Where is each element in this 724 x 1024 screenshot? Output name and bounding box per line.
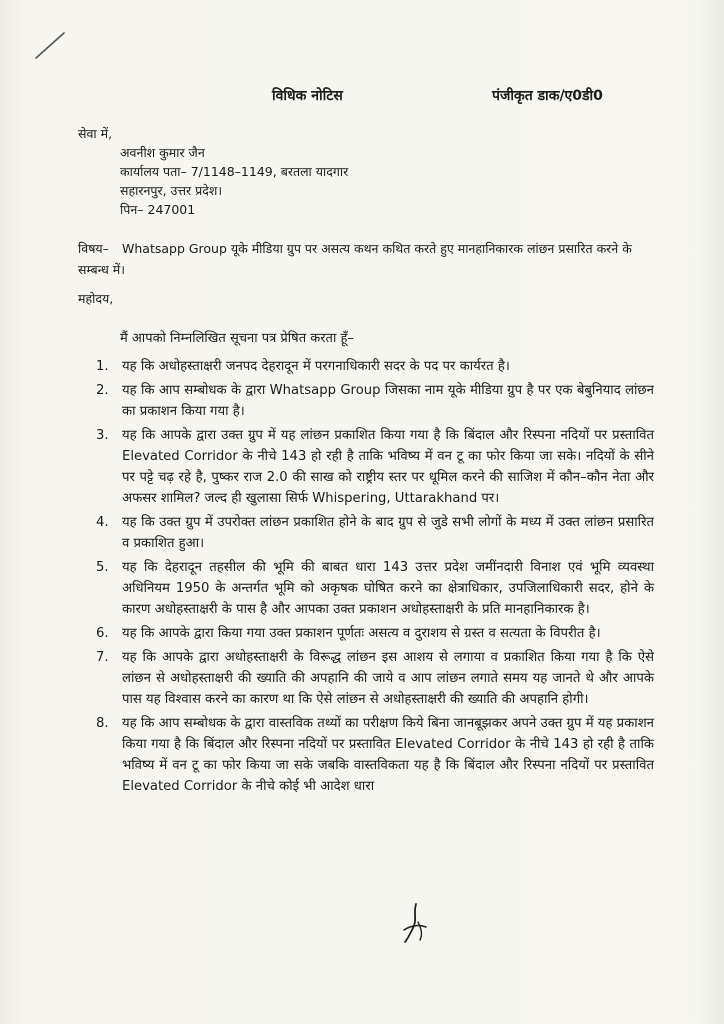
signature-mark: [396, 900, 436, 944]
point-number: 3.: [96, 428, 109, 443]
recipient-name: अवनीश कुमार जैन: [120, 145, 205, 160]
point-text: यह कि उक्त ग्रुप में उपरोक्त लांछन प्रकाशित होने के बाद ग्रुप से जुडे सभी लोगों के मध्य में उक्त लांछन प्रसारित व प्रकाशित हुआ।: [122, 515, 654, 551]
point-number: 6.: [96, 626, 109, 641]
point-number: 7.: [96, 650, 109, 665]
point-text: यह कि देहरादून तहसील की भूमि की बाबत धारा 143 उत्तर प्रदेश जमींनदारी विनाश एवं भूमि व्यवस्था अधिनियम 1950 के अन्तर्गत भूमि को अकृषक घोषित करने का क्षेत्राधिकार, उपजिलाधिकारी सदर, होने के कारण अधोहस्ताक्षरी के पास है और आपका उक्त प्रकाशन अधोहस्ताक्षरी के प्रति मानहानिकारक है।: [122, 560, 654, 617]
post-type-label: पंजीकृत डाक/ए0डी0: [492, 88, 603, 104]
list-item: [96, 356, 654, 377]
salutation-to: सेवा में,: [78, 126, 113, 141]
point-text: यह कि आप सम्बोधक के द्वारा Whatsapp Group जिसका नाम यूके मीडिया ग्रुप है पर एक बेबुनियाद लांछन का प्रकाशन किया गया है।: [122, 383, 654, 419]
list-item: [96, 713, 654, 797]
point-number: 5.: [96, 560, 109, 575]
greeting: महोदय,: [78, 291, 114, 306]
point-number: 2.: [96, 383, 109, 398]
subject-text: Whatsapp Group यूके मीडिया ग्रुप पर असत्य कथन कथित करते हुए मानहानिकारक लांछन प्रसारित करने के सम्बन्ध में।: [78, 241, 632, 277]
subject-line: [78, 238, 658, 280]
list-item: [96, 512, 654, 554]
point-text: यह कि आपके द्वारा उक्त ग्रुप में यह लांछन प्रकाशित किया गया है कि बिंदाल और रिस्पना नदियों पर प्रस्तावित Elevated Corridor के नीचे 143 हो रही है ताकि भविष्य में वन टू का फोर किया जा सके। नदियों के सीने पर पट्टे चढ़ रहे है, पुष्कर राज 2.0 की साख को राष्ट्रीय स्तर पर धूमिल करने की साजिश में कौन–कौन नेता और अफसर शामिल? जल्द ही खुलासा सिर्फ Whispering, Uttarakhand पर।: [122, 428, 654, 506]
recipient-city: सहारनपुर, उत्तर प्रदेश।: [120, 183, 223, 198]
recipient-pin: पिन– 247001: [120, 202, 196, 217]
point-number: 1.: [96, 359, 109, 374]
point-text: यह कि अधोहस्ताक्षरी जनपद देहरादून में परगनाधिकारी सदर के पद पर कार्यरत है।: [122, 359, 510, 374]
point-text: यह कि आपके द्वारा किया गया उक्त प्रकाशन पूर्णतः असत्य व दुराशय से ग्रस्त व सत्यता के विपरीत है।: [122, 626, 601, 641]
points-list: [96, 356, 654, 800]
list-item: [96, 380, 654, 422]
list-item: [96, 623, 654, 644]
list-item: [96, 647, 654, 710]
notice-title: विधिक नोटिस: [272, 88, 343, 104]
point-number: 8.: [96, 716, 109, 731]
subject-label: विषय–: [78, 241, 109, 256]
pen-stroke-mark: [34, 30, 68, 60]
point-text: यह कि आप सम्बोधक के द्वारा वास्तविक तथ्यों का परीक्षण किये बिना जानबूझकर अपने उक्त ग्रुप में यह प्रकाशन किया गया है कि बिंदाल और रिस्पना नदियों पर प्रस्तावित Elevated Corridor के नीचे 143 हो रही है ताकि भविष्य में वन टू का फोर किया जा सके जबकि वास्तविकता यह है कि बिंदाल और रिस्पना नदियों पर प्रस्तावित Elevated Corridor के नीचे कोई भी आदेश धारा: [122, 716, 654, 794]
list-item: [96, 557, 654, 620]
intro-text: मैं आपको निम्नलिखित सूचना पत्र प्रेषित करता हूँ–: [120, 331, 354, 346]
recipient-block: [78, 124, 348, 219]
recipient-office: कार्यालय पता– 7/1148–1149, बरतला यादगार: [120, 164, 349, 179]
point-number: 4.: [96, 515, 109, 530]
point-text: यह कि आपके द्वारा अधोहस्ताक्षरी के विरूद्ध लांछन इस आशय से लगाया व प्रकाशित किया गया है कि ऐसे लांछन से अधोहस्ताक्षरी की ख्याति की अपहानि की जाये व आप लांछन लगाते समय यह जानते थे और आपके पास यह विश्वास करने का कारण था कि ऐसे लांछन से अधोहस्ताक्षरी की ख्याति की अपहानि होगी।: [122, 650, 654, 707]
list-item: [96, 425, 654, 509]
